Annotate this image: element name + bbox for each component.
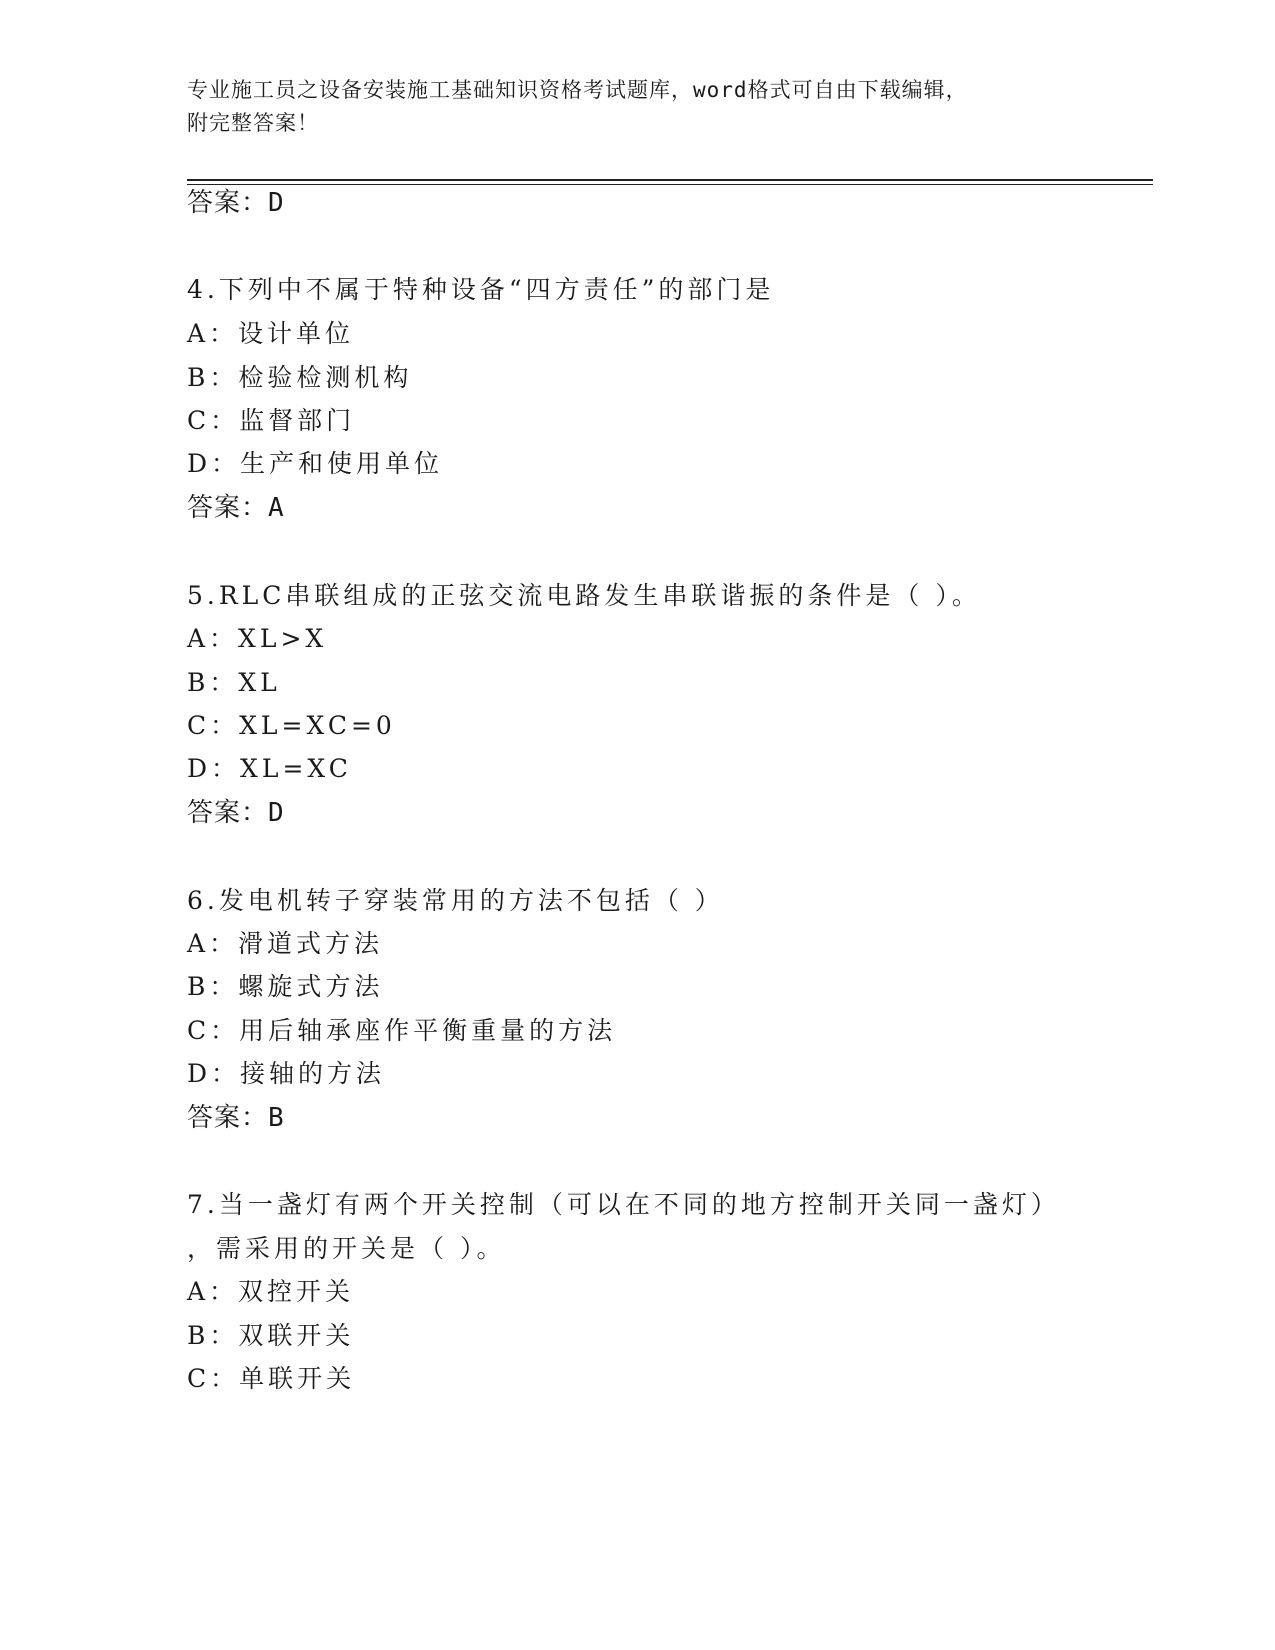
question-5-answer: 答案：D [187,798,285,828]
question-5-stem: 5.RLC串联组成的正弦交流电路发生串联谐振的条件是（ ）。 [187,581,981,610]
answer-q3: 答案：D [187,188,285,218]
question-6-stem: 6.发电机转子穿装常用的方法不包括（ ） [187,886,724,915]
question-6-option-a: A：滑道式方法 [187,929,384,958]
question-4-answer: 答案：A [187,493,285,523]
question-4-option-c: C：监督部门 [187,406,356,435]
question-6-option-d: D：接轴的方法 [187,1059,386,1088]
question-4-option-a: A：设计单位 [187,319,355,348]
question-7-option-c: C：单联开关 [187,1364,356,1393]
question-5-option-d: D：XL=XC [187,754,352,783]
question-6-option-b: B：螺旋式方法 [187,972,384,1001]
question-7-stem-continued: ，需采用的开关是（ ）。 [187,1234,506,1263]
question-5-option-a: A：XL>X [187,624,328,653]
question-6-option-c: C：用后轴承座作平衡重量的方法 [187,1016,617,1045]
question-6-answer: 答案：B [187,1103,285,1133]
question-7-option-a: A：双控开关 [187,1277,355,1306]
question-7-stem: 7.当一盏灯有两个开关控制（可以在不同的地方控制开关同一盏灯） [187,1190,1060,1219]
question-7-option-b: B：双联开关 [187,1321,355,1350]
header-divider-thin [187,184,1153,185]
header-divider-thick [187,179,1153,181]
question-4-option-d: D：生产和使用单位 [187,449,444,478]
document-header [187,74,1087,140]
header-line-1: 专业施工员之设备安装施工基础知识资格考试题库，word格式可自由下载编辑， [187,78,968,102]
question-4-stem: 4.下列中不属于特种设备“四方责任”的部门是 [187,275,775,304]
question-5-option-b: B：XL [187,668,281,697]
question-4-option-b: B：检验检测机构 [187,363,413,392]
header-line-2: 附完整答案！ [187,111,319,135]
question-5-option-c: C：XL=XC=0 [187,711,396,740]
